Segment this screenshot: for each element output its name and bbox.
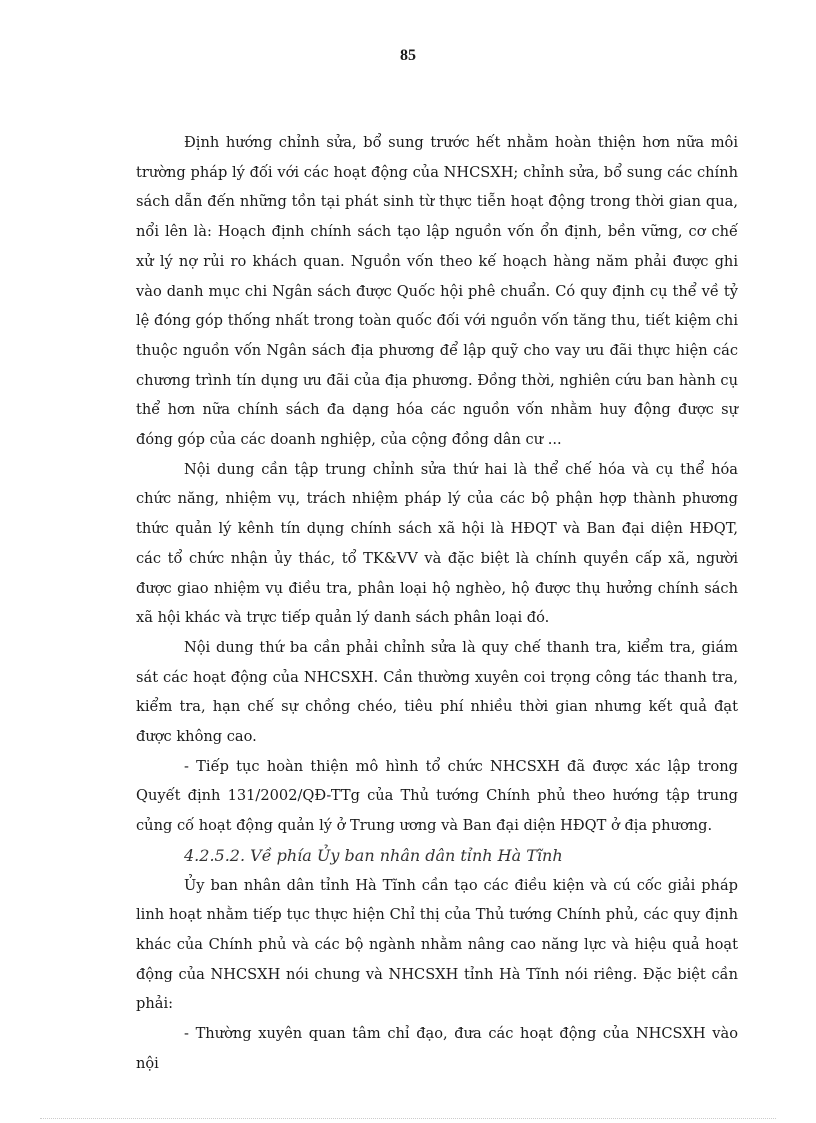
page-bottom-divider — [40, 1118, 776, 1119]
paragraph: - Tiếp tục hoàn thiện mô hình tổ chức NHCSXH đã được xác lập trong Quyết định 131/2002/QĐ-TTg của Thủ tướng Chính phủ theo hướng tập trung củng cố hoạt động quản lý ở Trung ương và Ban đại diện HĐQT ở địa phương. — [136, 757, 738, 835]
body-text — [136, 128, 738, 1079]
paragraph: Nội dung thứ ba cần phải chỉnh sửa là quy chế thanh tra, kiểm tra, giám sát các hoạt động của NHCSXH. Cần thường xuyên coi trọng công tác thanh tra, kiểm tra, hạn chế sự chồng chéo, tiêu phí nhiều thời gian nhưng kết quả đạt được không cao. — [136, 638, 738, 746]
paragraph: Nội dung cần tập trung chỉnh sửa thứ hai là thể chế hóa và cụ thể hóa chức năng, nhiệm vụ, trách nhiệm pháp lý của các bộ phận hợp thành phương thức quản lý kênh tín dụng chính sách xã hội là HĐQT và Ban đại diện HĐQT, các tổ chức nhận ủy thác, tổ TK&VV và đặc biệt là chính quyền cấp xã, người được giao nhiệm vụ điều tra, phân loại hộ nghèo, hộ được thụ hưởng chính sách xã hội khác và trực tiếp quản lý danh sách phân loại đó. — [136, 460, 738, 627]
paragraph: - Thường xuyên quan tâm chỉ đạo, đưa các hoạt động của NHCSXH vào nội — [136, 1025, 738, 1072]
paragraph: Ủy ban nhân dân tỉnh Hà Tĩnh cần tạo các điều kiện và cú cốc giải pháp linh hoạt nhằm tiếp tục thực hiện Chỉ thị của Thủ tướng Chính phủ, các quy định khác của Chính phủ và các bộ ngành nhằm nâng cao năng lực và hiệu quả hoạt động của NHCSXH nói chung và NHCSXH tỉnh Hà Tĩnh nói riêng. Đặc biệt cần phải: — [136, 876, 738, 1013]
page-number: 85 — [400, 47, 416, 64]
section-heading: 4.2.5.2. Về phía Ủy ban nhân dân tỉnh Hà Tĩnh — [184, 845, 563, 865]
paragraph: Định hướng chỉnh sửa, bổ sung trước hết nhằm hoàn thiện hơn nữa môi trường pháp lý đối với các hoạt động của NHCSXH; chỉnh sửa, bổ sung các chính sách dẫn đến những tồn tại phát sinh từ thực tiễn hoạt động trong thời gian qua, nổi lên là: Hoạch định chính sách tạo lập nguồn vốn ổn định, bền vững, cơ chế xử lý nợ rủi ro khách quan. Nguồn vốn theo kế hoạch hàng năm phải được ghi vào danh mục chi Ngân sách được Quốc hội phê chuẩn. Có quy định cụ thể về tỷ lệ đóng góp thống nhất trong toàn quốc đối với nguồn vốn tăng thu, tiết kiệm chi thuộc nguồn vốn Ngân sách địa phương để lập quỹ cho vay ưu đãi thực hiện các chương trình tín dụng ưu đãi của địa phương. Đồng thời, nghiên cứu ban hành cụ thể hơn nữa chính sách đa dạng hóa các nguồn vốn nhằm huy động được sự đóng góp của các doanh nghiệp, của cộng đồng dân cư ... — [136, 134, 738, 449]
